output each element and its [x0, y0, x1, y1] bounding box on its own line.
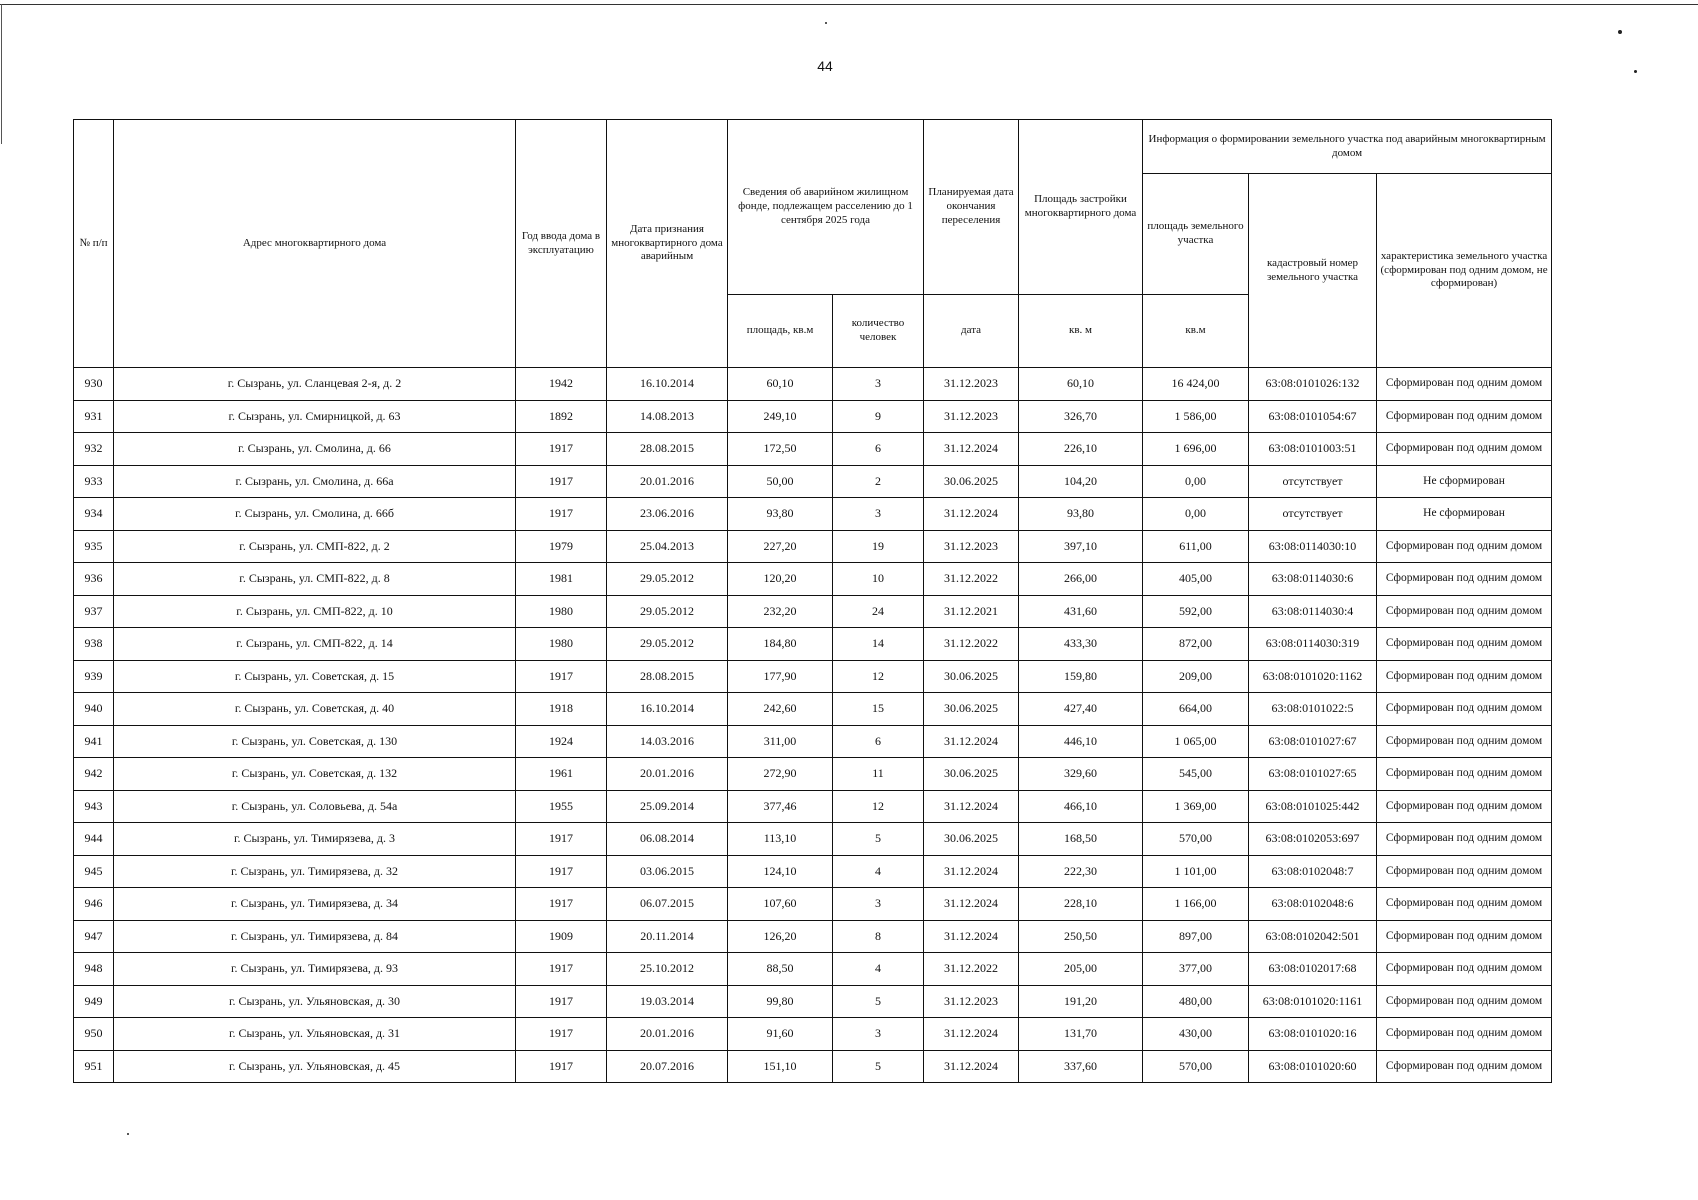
- cell-address: г. Сызрань, ул. Смолина, д. 66: [114, 433, 516, 466]
- table-row: [74, 1018, 1552, 1051]
- cell-year: 1917: [516, 855, 607, 888]
- cell-year: 1892: [516, 400, 607, 433]
- cell-built-area: 60,10: [1019, 368, 1143, 401]
- cell-address: г. Сызрань, ул. Советская, д. 132: [114, 758, 516, 791]
- scan-speck: [825, 22, 827, 24]
- cell-num: 942: [74, 758, 114, 791]
- cell-planned-date: 31.12.2023: [924, 400, 1019, 433]
- cell-num: 937: [74, 595, 114, 628]
- cell-fund-area: 126,20: [728, 920, 833, 953]
- cell-planned-date: 30.06.2025: [924, 465, 1019, 498]
- table-row: [74, 725, 1552, 758]
- cell-land-area: 16 424,00: [1143, 368, 1249, 401]
- table-row: [74, 693, 1552, 726]
- cell-address: г. Сызрань, ул. Тимирязева, д. 84: [114, 920, 516, 953]
- header-planned-sub: дата: [924, 295, 1019, 368]
- cell-num: 935: [74, 530, 114, 563]
- cell-num: 943: [74, 790, 114, 823]
- table-row: [74, 660, 1552, 693]
- cell-fund-area: 249,10: [728, 400, 833, 433]
- cell-cadastral-number: отсутствует: [1249, 465, 1377, 498]
- cell-planned-date: 31.12.2024: [924, 920, 1019, 953]
- cell-num: 932: [74, 433, 114, 466]
- cell-fund-area: 184,80: [728, 628, 833, 661]
- cell-land-area: 664,00: [1143, 693, 1249, 726]
- cell-fund-people: 2: [833, 465, 924, 498]
- cell-fund-area: 177,90: [728, 660, 833, 693]
- cell-num: 949: [74, 985, 114, 1018]
- cell-planned-date: 30.06.2025: [924, 758, 1019, 791]
- cell-land-area: 1 586,00: [1143, 400, 1249, 433]
- cell-recognized-date: 29.05.2012: [607, 628, 728, 661]
- cell-built-area: 93,80: [1019, 498, 1143, 531]
- cell-fund-area: 50,00: [728, 465, 833, 498]
- cell-fund-area: 151,10: [728, 1050, 833, 1083]
- table-row: [74, 628, 1552, 661]
- cell-land-status: Не сформирован: [1377, 465, 1552, 498]
- cell-planned-date: 31.12.2022: [924, 628, 1019, 661]
- page-number: 44: [817, 58, 833, 74]
- cell-built-area: 266,00: [1019, 563, 1143, 596]
- cell-cadastral-number: 63:08:0114030:6: [1249, 563, 1377, 596]
- cell-planned-date: 30.06.2025: [924, 693, 1019, 726]
- cell-built-area: 326,70: [1019, 400, 1143, 433]
- cell-num: 948: [74, 953, 114, 986]
- cell-year: 1917: [516, 660, 607, 693]
- cell-year: 1924: [516, 725, 607, 758]
- cell-recognized-date: 16.10.2014: [607, 693, 728, 726]
- cell-year: 1979: [516, 530, 607, 563]
- cell-year: 1917: [516, 433, 607, 466]
- cell-address: г. Сызрань, ул. Смолина, д. 66б: [114, 498, 516, 531]
- cell-planned-date: 31.12.2024: [924, 498, 1019, 531]
- header-year: Год ввода дома в эксплуатацию: [516, 120, 607, 368]
- cell-fund-area: 120,20: [728, 563, 833, 596]
- cell-built-area: 446,10: [1019, 725, 1143, 758]
- cell-address: г. Сызрань, ул. Смирницкой, д. 63: [114, 400, 516, 433]
- cell-address: г. Сызрань, ул. СМП-822, д. 8: [114, 563, 516, 596]
- cell-num: 940: [74, 693, 114, 726]
- cell-land-area: 570,00: [1143, 1050, 1249, 1083]
- header-characteristic: характеристика земельного участка (сформирован под одним домом, не сформирован): [1377, 174, 1552, 368]
- cell-num: 934: [74, 498, 114, 531]
- cell-fund-people: 24: [833, 595, 924, 628]
- scan-speck: [1618, 30, 1622, 34]
- cell-cadastral-number: 63:08:0101054:67: [1249, 400, 1377, 433]
- cell-recognized-date: 16.10.2014: [607, 368, 728, 401]
- cell-num: 944: [74, 823, 114, 856]
- cell-fund-people: 10: [833, 563, 924, 596]
- cell-recognized-date: 14.03.2016: [607, 725, 728, 758]
- cell-num: 936: [74, 563, 114, 596]
- cell-land-area: 1 101,00: [1143, 855, 1249, 888]
- table-row: [74, 368, 1552, 401]
- cell-land-status: Сформирован под одним домом: [1377, 790, 1552, 823]
- cell-built-area: 337,60: [1019, 1050, 1143, 1083]
- cell-land-area: 0,00: [1143, 465, 1249, 498]
- cell-cadastral-number: 63:08:0101020:1161: [1249, 985, 1377, 1018]
- cell-built-area: 228,10: [1019, 888, 1143, 921]
- cell-fund-people: 12: [833, 790, 924, 823]
- cell-land-area: 872,00: [1143, 628, 1249, 661]
- cell-cadastral-number: 63:08:0114030:10: [1249, 530, 1377, 563]
- cell-fund-people: 3: [833, 888, 924, 921]
- cell-num: 941: [74, 725, 114, 758]
- cell-land-area: 405,00: [1143, 563, 1249, 596]
- cell-land-status: Сформирован под одним домом: [1377, 1050, 1552, 1083]
- cell-land-area: 209,00: [1143, 660, 1249, 693]
- cell-num: 951: [74, 1050, 114, 1083]
- cell-built-area: 250,50: [1019, 920, 1143, 953]
- cell-recognized-date: 20.01.2016: [607, 465, 728, 498]
- cell-cadastral-number: 63:08:0102017:68: [1249, 953, 1377, 986]
- cell-num: 950: [74, 1018, 114, 1051]
- cell-year: 1917: [516, 465, 607, 498]
- cell-planned-date: 31.12.2023: [924, 530, 1019, 563]
- cell-recognized-date: 28.08.2015: [607, 433, 728, 466]
- cell-num: 938: [74, 628, 114, 661]
- cell-planned-date: 31.12.2024: [924, 1050, 1019, 1083]
- table-row: [74, 530, 1552, 563]
- cell-built-area: 159,80: [1019, 660, 1143, 693]
- cell-num: 947: [74, 920, 114, 953]
- cell-land-area: 1 065,00: [1143, 725, 1249, 758]
- cell-fund-area: 242,60: [728, 693, 833, 726]
- cell-recognized-date: 25.10.2012: [607, 953, 728, 986]
- cell-cadastral-number: 63:08:0101027:67: [1249, 725, 1377, 758]
- table-row: [74, 400, 1552, 433]
- cell-address: г. Сызрань, ул. Советская, д. 15: [114, 660, 516, 693]
- cell-fund-area: 113,10: [728, 823, 833, 856]
- table-row: [74, 985, 1552, 1018]
- cell-address: г. Сызрань, ул. Тимирязева, д. 93: [114, 953, 516, 986]
- cell-land-status: Сформирован под одним домом: [1377, 920, 1552, 953]
- cell-planned-date: 31.12.2022: [924, 563, 1019, 596]
- cell-year: 1917: [516, 823, 607, 856]
- cell-land-status: Сформирован под одним домом: [1377, 628, 1552, 661]
- cell-recognized-date: 20.07.2016: [607, 1050, 728, 1083]
- cell-land-status: Сформирован под одним домом: [1377, 595, 1552, 628]
- cell-cadastral-number: 63:08:0102042:501: [1249, 920, 1377, 953]
- cell-recognized-date: 25.04.2013: [607, 530, 728, 563]
- table-body: [74, 368, 1552, 1083]
- table-row: [74, 920, 1552, 953]
- table-header: [74, 120, 1552, 368]
- table-row: [74, 888, 1552, 921]
- cell-num: 945: [74, 855, 114, 888]
- header-cadastral: кадастровый номер земельного участка: [1249, 174, 1377, 368]
- cell-fund-people: 3: [833, 498, 924, 531]
- cell-recognized-date: 20.11.2014: [607, 920, 728, 953]
- cell-address: г. Сызрань, ул. Тимирязева, д. 3: [114, 823, 516, 856]
- cell-year: 1917: [516, 953, 607, 986]
- cell-recognized-date: 20.01.2016: [607, 1018, 728, 1051]
- cell-planned-date: 30.06.2025: [924, 823, 1019, 856]
- cell-address: г. Сызрань, ул. Советская, д. 40: [114, 693, 516, 726]
- cell-num: 930: [74, 368, 114, 401]
- cell-year: 1955: [516, 790, 607, 823]
- header-fund-group: Сведения об аварийном жилищном фонде, подлежащем расселению до 1 сентября 2025 года: [728, 120, 924, 295]
- header-land-area-sub: кв.м: [1143, 295, 1249, 368]
- cell-fund-people: 4: [833, 953, 924, 986]
- table-row: [74, 823, 1552, 856]
- cell-cadastral-number: 63:08:0102053:697: [1249, 823, 1377, 856]
- cell-fund-area: 172,50: [728, 433, 833, 466]
- table-row: [74, 563, 1552, 596]
- cell-land-status: Не сформирован: [1377, 498, 1552, 531]
- cell-year: 1918: [516, 693, 607, 726]
- cell-year: 1917: [516, 1018, 607, 1051]
- cell-address: г. Сызрань, ул. Соловьева, д. 54а: [114, 790, 516, 823]
- cell-fund-people: 14: [833, 628, 924, 661]
- cell-land-status: Сформирован под одним домом: [1377, 985, 1552, 1018]
- cell-fund-area: 107,60: [728, 888, 833, 921]
- scan-edge-top: [0, 4, 1698, 5]
- cell-built-area: 329,60: [1019, 758, 1143, 791]
- cell-recognized-date: 29.05.2012: [607, 595, 728, 628]
- cell-built-area: 397,10: [1019, 530, 1143, 563]
- cell-land-status: Сформирован под одним домом: [1377, 563, 1552, 596]
- cell-fund-people: 6: [833, 725, 924, 758]
- emergency-housing-table: [73, 119, 1552, 1083]
- cell-year: 1942: [516, 368, 607, 401]
- header-planned: Планируемая дата окончания переселения: [924, 120, 1019, 295]
- cell-land-area: 611,00: [1143, 530, 1249, 563]
- cell-recognized-date: 23.06.2016: [607, 498, 728, 531]
- cell-recognized-date: 19.03.2014: [607, 985, 728, 1018]
- cell-fund-people: 4: [833, 855, 924, 888]
- cell-num: 933: [74, 465, 114, 498]
- cell-built-area: 205,00: [1019, 953, 1143, 986]
- header-address: Адрес многоквартирного дома: [114, 120, 516, 368]
- cell-fund-area: 272,90: [728, 758, 833, 791]
- cell-land-area: 592,00: [1143, 595, 1249, 628]
- cell-year: 1909: [516, 920, 607, 953]
- cell-fund-area: 227,20: [728, 530, 833, 563]
- cell-built-area: 427,40: [1019, 693, 1143, 726]
- cell-year: 1917: [516, 985, 607, 1018]
- cell-address: г. Сызрань, ул. СМП-822, д. 10: [114, 595, 516, 628]
- cell-address: г. Сызрань, ул. Ульяновская, д. 45: [114, 1050, 516, 1083]
- cell-address: г. Сызрань, ул. Тимирязева, д. 34: [114, 888, 516, 921]
- cell-land-area: 0,00: [1143, 498, 1249, 531]
- header-num: № п/п: [74, 120, 114, 368]
- cell-land-area: 1 696,00: [1143, 433, 1249, 466]
- cell-num: 946: [74, 888, 114, 921]
- cell-fund-area: 377,46: [728, 790, 833, 823]
- cell-fund-people: 5: [833, 1050, 924, 1083]
- table-row: [74, 790, 1552, 823]
- cell-recognized-date: 06.08.2014: [607, 823, 728, 856]
- table-row: [74, 1050, 1552, 1083]
- cell-fund-area: 88,50: [728, 953, 833, 986]
- cell-cadastral-number: 63:08:0114030:319: [1249, 628, 1377, 661]
- cell-planned-date: 31.12.2021: [924, 595, 1019, 628]
- cell-cadastral-number: 63:08:0101027:65: [1249, 758, 1377, 791]
- cell-address: г. Сызрань, ул. Смолина, д. 66а: [114, 465, 516, 498]
- cell-cadastral-number: 63:08:0102048:7: [1249, 855, 1377, 888]
- cell-year: 1917: [516, 498, 607, 531]
- header-fund-area: площадь, кв.м: [728, 295, 833, 368]
- cell-cadastral-number: отсутствует: [1249, 498, 1377, 531]
- scan-edge-left: [1, 4, 2, 144]
- cell-cadastral-number: 63:08:0101020:60: [1249, 1050, 1377, 1083]
- cell-fund-area: 124,10: [728, 855, 833, 888]
- cell-address: г. Сызрань, ул. Сланцевая 2-я, д. 2: [114, 368, 516, 401]
- cell-built-area: 168,50: [1019, 823, 1143, 856]
- cell-land-area: 545,00: [1143, 758, 1249, 791]
- cell-fund-area: 93,80: [728, 498, 833, 531]
- cell-num: 931: [74, 400, 114, 433]
- cell-fund-people: 3: [833, 368, 924, 401]
- cell-address: г. Сызрань, ул. Ульяновская, д. 30: [114, 985, 516, 1018]
- cell-land-status: Сформирован под одним домом: [1377, 855, 1552, 888]
- cell-cadastral-number: 63:08:0102048:6: [1249, 888, 1377, 921]
- cell-fund-area: 99,80: [728, 985, 833, 1018]
- cell-fund-people: 5: [833, 823, 924, 856]
- table-row: [74, 465, 1552, 498]
- cell-recognized-date: 14.08.2013: [607, 400, 728, 433]
- cell-fund-people: 8: [833, 920, 924, 953]
- cell-fund-people: 5: [833, 985, 924, 1018]
- cell-address: г. Сызрань, ул. СМП-822, д. 2: [114, 530, 516, 563]
- cell-planned-date: 30.06.2025: [924, 660, 1019, 693]
- cell-planned-date: 31.12.2022: [924, 953, 1019, 986]
- cell-year: 1917: [516, 888, 607, 921]
- cell-planned-date: 31.12.2024: [924, 790, 1019, 823]
- cell-address: г. Сызрань, ул. Ульяновская, д. 31: [114, 1018, 516, 1051]
- cell-num: 939: [74, 660, 114, 693]
- cell-planned-date: 31.12.2024: [924, 1018, 1019, 1051]
- cell-fund-area: 91,60: [728, 1018, 833, 1051]
- cell-built-area: 131,70: [1019, 1018, 1143, 1051]
- cell-land-status: Сформирован под одним домом: [1377, 400, 1552, 433]
- cell-planned-date: 31.12.2024: [924, 433, 1019, 466]
- table-row: [74, 855, 1552, 888]
- cell-fund-people: 9: [833, 400, 924, 433]
- cell-year: 1980: [516, 628, 607, 661]
- cell-built-area: 431,60: [1019, 595, 1143, 628]
- header-built-area: Площадь застройки многоквартирного дома: [1019, 120, 1143, 295]
- cell-fund-people: 12: [833, 660, 924, 693]
- table-row: [74, 433, 1552, 466]
- cell-built-area: 222,30: [1019, 855, 1143, 888]
- cell-recognized-date: 29.05.2012: [607, 563, 728, 596]
- cell-fund-people: 19: [833, 530, 924, 563]
- cell-cadastral-number: 63:08:0114030:4: [1249, 595, 1377, 628]
- cell-fund-area: 60,10: [728, 368, 833, 401]
- cell-fund-people: 6: [833, 433, 924, 466]
- cell-land-area: 570,00: [1143, 823, 1249, 856]
- cell-land-area: 430,00: [1143, 1018, 1249, 1051]
- cell-recognized-date: 28.08.2015: [607, 660, 728, 693]
- table-row: [74, 595, 1552, 628]
- cell-land-status: Сформирован под одним домом: [1377, 953, 1552, 986]
- cell-recognized-date: 03.06.2015: [607, 855, 728, 888]
- cell-land-area: 1 166,00: [1143, 888, 1249, 921]
- cell-cadastral-number: 63:08:0101026:132: [1249, 368, 1377, 401]
- cell-land-status: Сформирован под одним домом: [1377, 693, 1552, 726]
- cell-built-area: 226,10: [1019, 433, 1143, 466]
- table-row: [74, 953, 1552, 986]
- cell-recognized-date: 20.01.2016: [607, 758, 728, 791]
- cell-land-status: Сформирован под одним домом: [1377, 1018, 1552, 1051]
- cell-fund-people: 11: [833, 758, 924, 791]
- cell-planned-date: 31.12.2024: [924, 888, 1019, 921]
- cell-fund-people: 15: [833, 693, 924, 726]
- table-row: [74, 758, 1552, 791]
- cell-land-area: 480,00: [1143, 985, 1249, 1018]
- cell-cadastral-number: 63:08:0101025:442: [1249, 790, 1377, 823]
- cell-land-status: Сформирован под одним домом: [1377, 433, 1552, 466]
- cell-land-area: 1 369,00: [1143, 790, 1249, 823]
- cell-cadastral-number: 63:08:0101020:1162: [1249, 660, 1377, 693]
- cell-planned-date: 31.12.2024: [924, 725, 1019, 758]
- cell-built-area: 191,20: [1019, 985, 1143, 1018]
- cell-built-area: 104,20: [1019, 465, 1143, 498]
- header-recognized-date: Дата признания многоквартирного дома аварийным: [607, 120, 728, 368]
- cell-address: г. Сызрань, ул. Советская, д. 130: [114, 725, 516, 758]
- cell-land-status: Сформирован под одним домом: [1377, 888, 1552, 921]
- cell-planned-date: 31.12.2024: [924, 855, 1019, 888]
- cell-cadastral-number: 63:08:0101003:51: [1249, 433, 1377, 466]
- cell-fund-area: 311,00: [728, 725, 833, 758]
- cell-recognized-date: 25.09.2014: [607, 790, 728, 823]
- cell-land-status: Сформирован под одним домом: [1377, 660, 1552, 693]
- cell-built-area: 466,10: [1019, 790, 1143, 823]
- cell-land-status: Сформирован под одним домом: [1377, 530, 1552, 563]
- header-built-area-sub: кв. м: [1019, 295, 1143, 368]
- cell-land-status: Сформирован под одним домом: [1377, 823, 1552, 856]
- cell-cadastral-number: 63:08:0101020:16: [1249, 1018, 1377, 1051]
- cell-land-status: Сформирован под одним домом: [1377, 368, 1552, 401]
- cell-recognized-date: 06.07.2015: [607, 888, 728, 921]
- cell-planned-date: 31.12.2023: [924, 368, 1019, 401]
- cell-land-status: Сформирован под одним домом: [1377, 725, 1552, 758]
- cell-year: 1961: [516, 758, 607, 791]
- cell-year: 1981: [516, 563, 607, 596]
- cell-address: г. Сызрань, ул. Тимирязева, д. 32: [114, 855, 516, 888]
- table-row: [74, 498, 1552, 531]
- cell-year: 1980: [516, 595, 607, 628]
- cell-address: г. Сызрань, ул. СМП-822, д. 14: [114, 628, 516, 661]
- cell-land-area: 377,00: [1143, 953, 1249, 986]
- cell-fund-people: 3: [833, 1018, 924, 1051]
- cell-built-area: 433,30: [1019, 628, 1143, 661]
- cell-fund-area: 232,20: [728, 595, 833, 628]
- header-land-group: Информация о формировании земельного участка под аварийным многоквартирным домом: [1143, 120, 1552, 174]
- cell-planned-date: 31.12.2023: [924, 985, 1019, 1018]
- header-land-area: площадь земельного участка: [1143, 174, 1249, 295]
- cell-year: 1917: [516, 1050, 607, 1083]
- scan-speck: [127, 1133, 129, 1135]
- cell-land-area: 897,00: [1143, 920, 1249, 953]
- header-fund-people: количество человек: [833, 295, 924, 368]
- cell-cadastral-number: 63:08:0101022:5: [1249, 693, 1377, 726]
- cell-land-status: Сформирован под одним домом: [1377, 758, 1552, 791]
